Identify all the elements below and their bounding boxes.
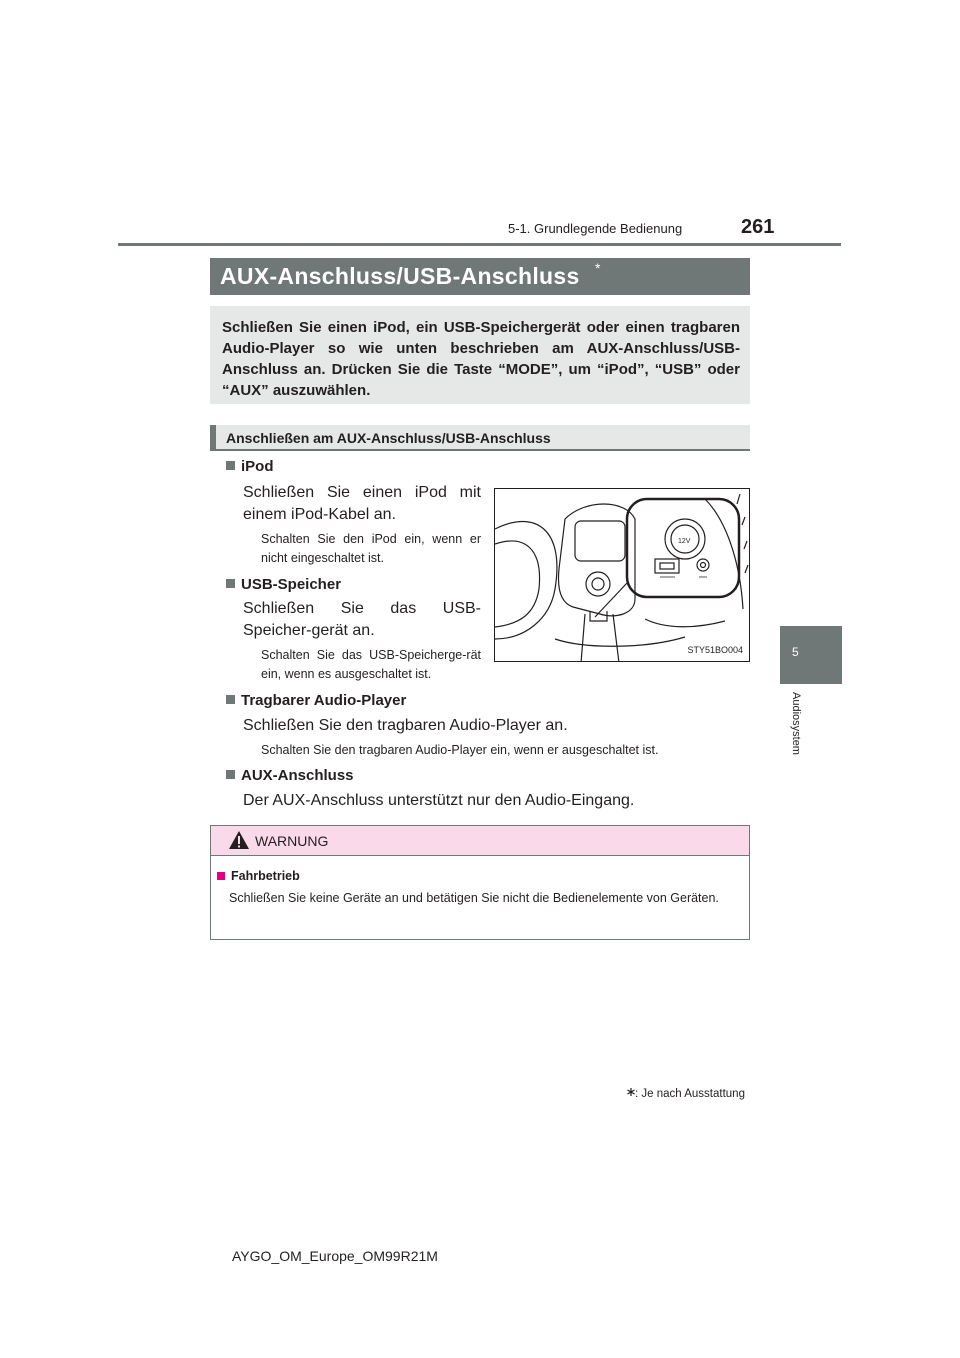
asterisk-icon xyxy=(627,1088,635,1096)
item-title-text: AUX-Anschluss xyxy=(241,767,354,784)
item-note-usb: Schalten Sie das USB-Speicherge-rät ein, wenn es ausgeschaltet ist. xyxy=(261,648,481,681)
warning-header xyxy=(211,826,749,856)
asterisk-icon: * xyxy=(595,260,601,276)
chapter-tab xyxy=(780,626,842,684)
chapter-label-container xyxy=(786,692,806,772)
page-number: 261 xyxy=(741,216,775,238)
item-title-usb xyxy=(226,576,341,593)
subsection-header xyxy=(210,425,750,451)
item-title-text: Tragbarer Audio-Player xyxy=(241,692,407,709)
intro-box xyxy=(210,306,750,404)
bullet-square-icon xyxy=(226,770,235,779)
item-body-portable-player: Schließen Sie den tragbaren Audio-Player an. xyxy=(243,717,568,734)
bullet-square-icon xyxy=(217,872,225,880)
item-note-ipod: Schalten Sie den iPod ein, wenn er nicht eingeschaltet ist. xyxy=(261,532,481,565)
footnote xyxy=(627,1088,745,1100)
item-body-ipod: Schließen Sie einen iPod mit einem iPod-Kabel an. xyxy=(243,484,481,523)
bullet-square-icon xyxy=(226,461,235,470)
bullet-square-icon xyxy=(226,695,235,704)
warning-triangle-icon xyxy=(228,830,250,850)
section-title-bar xyxy=(210,258,750,295)
console-drawing xyxy=(495,489,750,662)
warning-text: Schließen Sie keine Geräte an und betätigen Sie nicht die Bedienelemente von Geräten. xyxy=(229,891,719,905)
header-section-title: 5-1. Grundlegende Bedienung xyxy=(508,221,683,236)
chapter-label: Audiosystem xyxy=(790,692,802,755)
item-title-ipod xyxy=(226,458,274,475)
chapter-number: 5 xyxy=(792,645,799,659)
subsection-title: Anschließen am AUX-Anschluss/USB-Anschluss xyxy=(226,430,551,446)
item-body-aux: Der AUX-Anschluss unterstützt nur den Audio-Eingang. xyxy=(243,792,635,809)
warning-subtitle-text: Fahrbetrieb xyxy=(231,869,300,883)
figure-code: STY51BO004 xyxy=(687,645,743,655)
item-title-text: iPod xyxy=(241,458,274,475)
footnote-text: : Je nach Ausstattung xyxy=(635,1088,745,1100)
item-note-portable-player: Schalten Sie den tragbaren Audio-Player ein, wenn er ausgeschaltet ist. xyxy=(261,743,659,757)
section-title: AUX-Anschluss/USB-Anschluss xyxy=(220,263,580,289)
warning-subtitle xyxy=(217,869,300,883)
warning-box xyxy=(210,825,750,940)
item-body-usb: Schließen Sie das USB-Speicher-gerät an. xyxy=(243,600,481,639)
console-illustration xyxy=(494,488,750,662)
warning-label: WARNUNG xyxy=(255,833,329,849)
item-title-portable-player xyxy=(226,692,406,709)
item-title-text: USB-Speicher xyxy=(241,576,342,593)
header-rule xyxy=(118,243,841,246)
item-title-aux xyxy=(226,767,354,784)
intro-text: Schließen Sie einen iPod, ein USB-Speichergerät oder einen tragbaren Audio-Player so wie unten beschrieben am AUX-Anschluss/USB-Anschluss an. Drücken Sie die Taste “MODE”, um “iPod”, “USB” oder “AUX” auszuwählen. xyxy=(222,319,740,399)
footer-doc-id: AYGO_OM_Europe_OM99R21M xyxy=(232,1248,438,1264)
subsection-marker xyxy=(210,425,216,449)
socket-label: 12V xyxy=(678,538,691,545)
bullet-square-icon xyxy=(226,579,235,588)
